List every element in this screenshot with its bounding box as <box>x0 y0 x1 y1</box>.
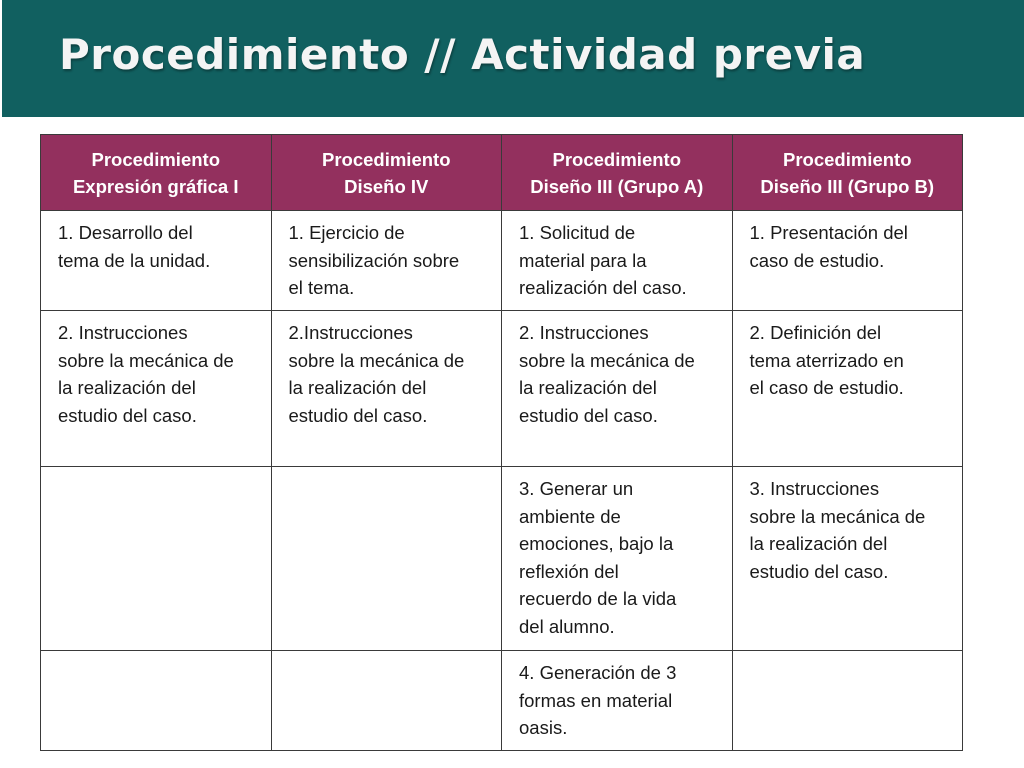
table-cell <box>271 211 502 311</box>
cell-text: 2.Instrucciones sobre la mecánica de la realización del estudio del caso. <box>288 322 465 426</box>
table-cell <box>271 311 502 467</box>
cell-text: 3. Generar un ambiente de emociones, bajo la reflexión del recuerdo de la vida del alumno. <box>519 478 677 637</box>
table-cell <box>502 467 733 651</box>
table-cell <box>502 311 733 467</box>
table-row <box>41 211 963 311</box>
cell-text: 3. Instrucciones sobre la mecánica de la realización del estudio del caso. <box>749 478 926 582</box>
cell-text: 2. Instrucciones sobre la mecánica de la realización del estudio del caso. <box>58 322 234 426</box>
table-cell <box>732 467 963 651</box>
table-cell <box>732 651 963 751</box>
cell-text: 1. Ejercicio de sensibilización sobre el tema. <box>288 222 460 298</box>
table-cell <box>41 651 272 751</box>
header-line: Procedimiento <box>91 148 220 170</box>
table-cell <box>41 467 272 651</box>
table-cell <box>732 211 963 311</box>
title-bar <box>2 0 1024 117</box>
cell-text: 1. Presentación del caso de estudio. <box>749 222 908 271</box>
table-cell <box>41 311 272 467</box>
header-line: Procedimiento <box>783 148 912 170</box>
cell-text: 1. Desarrollo del tema de la unidad. <box>58 222 211 271</box>
header-diseno-iii-a <box>502 135 733 211</box>
header-line: Diseño IV <box>344 175 429 197</box>
cell-text: 2. Definición del tema aterrizado en el caso de estudio. <box>749 322 904 398</box>
table-cell <box>502 211 733 311</box>
header-line: Diseño III (Grupo B) <box>760 175 935 197</box>
header-line: Procedimiento <box>552 148 681 170</box>
header-expresion-grafica <box>41 135 272 211</box>
table-cell <box>271 651 502 751</box>
cell-text: 1. Solicitud de material para la realización del caso. <box>519 222 687 298</box>
table-cell <box>732 311 963 467</box>
header-line: Procedimiento <box>322 148 451 170</box>
table-row <box>41 311 963 467</box>
table-cell <box>271 467 502 651</box>
table-row <box>41 467 963 651</box>
header-diseno-iii-b <box>732 135 963 211</box>
table-row <box>41 651 963 751</box>
header-line: Expresión gráfica I <box>72 175 239 197</box>
cell-text: 4. Generación de 3 formas en material oasis. <box>519 662 677 738</box>
table-cell <box>41 211 272 311</box>
header-row <box>41 135 963 211</box>
procedure-table <box>40 134 963 751</box>
header-diseno-iv <box>271 135 502 211</box>
table-cell <box>502 651 733 751</box>
header-line: Diseño III (Grupo A) <box>530 175 704 197</box>
cell-text: 2. Instrucciones sobre la mecánica de la realización del estudio del caso. <box>519 322 695 426</box>
slide-title: Procedimiento // Actividad previa <box>59 30 866 79</box>
